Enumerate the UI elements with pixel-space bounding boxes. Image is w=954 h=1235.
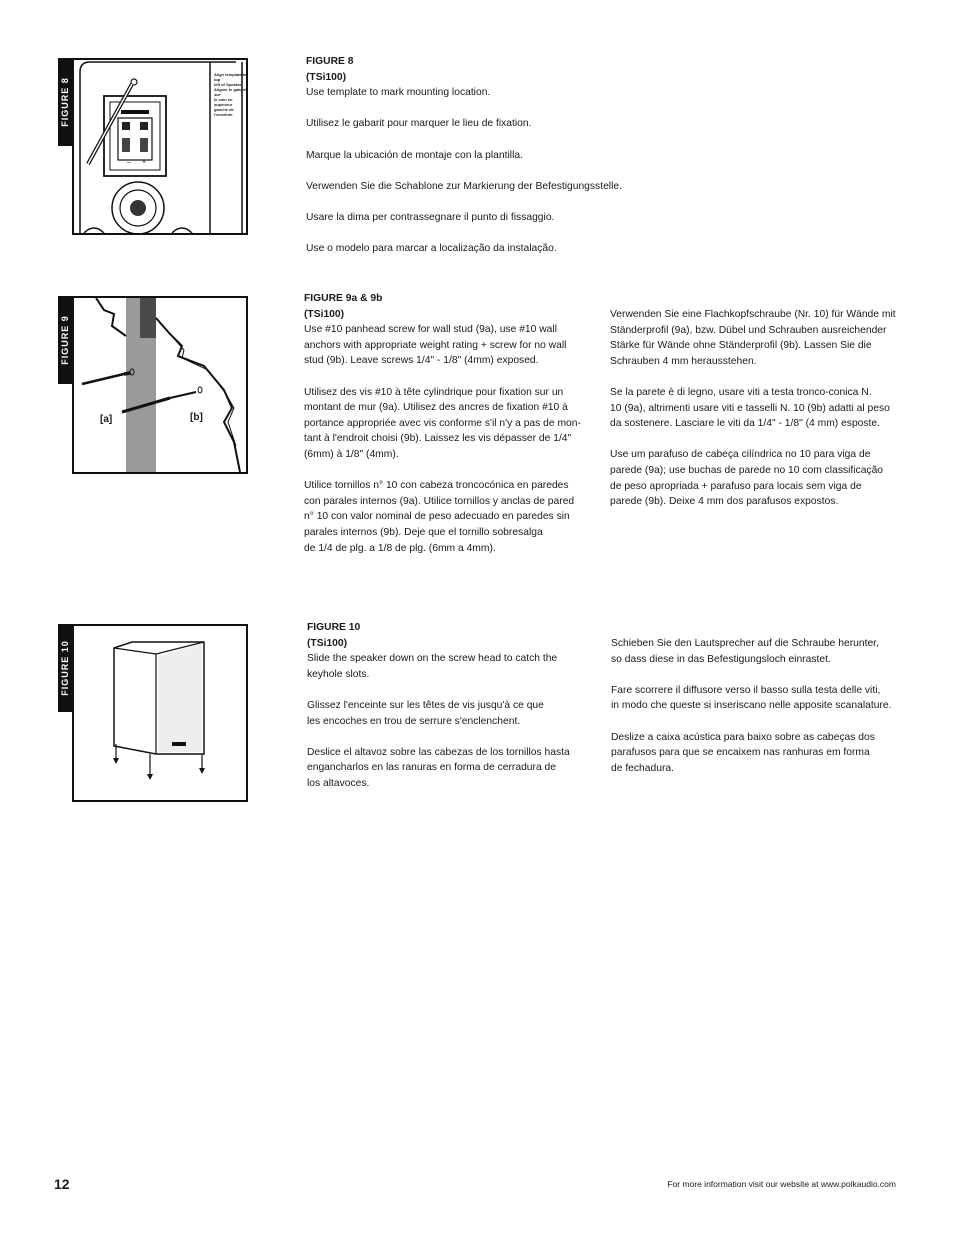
- paragraph: Use um parafuso de cabeça cilíndrica no 10 para viga de parede (9a); use buchas de parede no 10 com classificação de peso apropriada + parafuso para locais sem viga de parede (9b). Deixe 4 mm dos parafusos expostos.: [610, 449, 884, 508]
- paragraph: Verwenden Sie eine Flachkopfschraube (Nr. 10) für Wände mit Ständerprofil (9a), bzw. Dübel und Schrauben ausreichender Stärke für Wände ohne Ständerprofil (9b). Lassen Sie die Schrauben 4 mm herausstehen.: [610, 309, 896, 367]
- paragraph: Deslice el altavoz sobre las cabezas de los tornillos hasta engancharlos en las ranuras en forma de cerradura de los altavoces.: [307, 746, 570, 789]
- figure-8-model: (TSi100): [306, 71, 347, 83]
- figure-8-tab-label: FIGURE 8: [60, 77, 71, 127]
- figure-10-model: (TSi100): [307, 637, 348, 649]
- website-note: For more information visit our website at www.polkaudio.com: [667, 1179, 896, 1189]
- figure-10-title: FIGURE 10: [307, 622, 361, 633]
- figure-8-text: [306, 54, 636, 272]
- label-9a: [a]: [100, 414, 113, 425]
- template-note-en: Align template to top left of Speaker: [214, 72, 247, 87]
- figure-9-title: FIGURE 9a & 9b: [304, 293, 383, 304]
- terminal-minus-label: –: [127, 159, 131, 166]
- paragraph: Utilice tornillos n° 10 con cabeza troncocónica en paredes con parales internos (9a). Utilice tornillos y anclas de pared n° 10 con valor nominal de peso adecuado en paredes sin parales internos (9b). Deje que el tornillo sobresalga de 1/4 de plg. a 1/8 de plg. (6mm a 4mm).: [304, 480, 575, 554]
- figure-10-tab-label: FIGURE 10: [60, 640, 71, 696]
- figure-9-illustration: [72, 296, 248, 474]
- paragraph: Use #10 panhead screw for wall stud (9a), use #10 wall anchors with appropriate weight rating + screw for no wall stud (9b). Leave screws 1/4" - 1/8" (4mm) exposed.: [304, 324, 567, 367]
- figure-10-illustration: [72, 624, 248, 802]
- figure-8-tab: [58, 58, 72, 146]
- paragraph: Use template to mark mounting location.: [306, 87, 491, 99]
- figure-9-tab-label: FIGURE 9: [60, 315, 71, 365]
- paragraph: Utilisez des vis #10 à tête cylindrique pour fixation sur un montant de mur (9a). Utilisez des ancres de fixation #10 à portance appropriée avec vis conforme s'il n'y a pas de mon- tant à l'endroit choisi (9b). Laissez les vis dépasser de 1/4" (6mm) à 1/8" (4mm).: [304, 386, 581, 460]
- paragraph: Schieben Sie den Lautsprecher auf die Schraube herunter, so dass diese in das Befestigungsloch einrastet.: [611, 638, 879, 665]
- paragraph: Use o modelo para marcar a localização da instalação.: [306, 243, 557, 255]
- figure-10-left-text: [307, 620, 607, 807]
- label-9b: [b]: [190, 412, 203, 423]
- paragraph: Slide the speaker down on the screw head to catch the keyhole slots.: [307, 653, 558, 680]
- paragraph: Fare scorrere il diffusore verso il basso sulla testa delle viti, in modo che queste si inseriscano nelle apposite scanalature.: [611, 684, 892, 712]
- figure-10-right-text: [611, 636, 911, 792]
- figure-9-right-text: [610, 307, 910, 525]
- paragraph: Se la parete è di legno, usare viti a testa tronco-conica N. 10 (9a), altrimenti usare viti e tasselli N. 10 (9b) adatti al peso da sostenere. Lasciare le viti da 1/4" - 1/8" (4 mm) esposte.: [610, 386, 890, 430]
- figure-9-tab: [58, 296, 72, 384]
- paragraph: Deslize a caixa acústica para baixo sobre as cabeças dos parafusos para que se encaixem nas ranhuras em forma de fechadura.: [611, 731, 875, 774]
- speaker-slide-drawing: [74, 626, 246, 800]
- figure-10-tab: [58, 624, 72, 712]
- figure-8-title: FIGURE 8: [306, 56, 354, 67]
- paragraph: Utilisez le gabarit pour marquer le lieu de fixation.: [306, 118, 532, 130]
- paragraph: Marque la ubicación de montaje con la plantilla.: [306, 149, 523, 161]
- paragraph: Usare la dima per contrassegnare il punto di fissaggio.: [306, 211, 555, 223]
- wall-screw-drawing: [74, 298, 246, 472]
- template-note-fr: Aligner le gabarit sur le coin en supérieur gauche de l'enceinte.: [214, 87, 247, 117]
- figure-9-left-text: [304, 291, 604, 572]
- terminal-plus-label: +: [142, 159, 147, 166]
- figure-9-model: (TSi100): [304, 308, 345, 320]
- paragraph: Verwenden Sie die Schablone zur Markierung der Befestigungsstelle.: [306, 180, 622, 192]
- paragraph: Glissez l'enceinte sur les têtes de vis jusqu'à ce que les encoches en trou de serrure s'enclenchent.: [307, 699, 544, 727]
- figure-8-illustration: [72, 58, 248, 235]
- page-number: 12: [54, 1176, 70, 1192]
